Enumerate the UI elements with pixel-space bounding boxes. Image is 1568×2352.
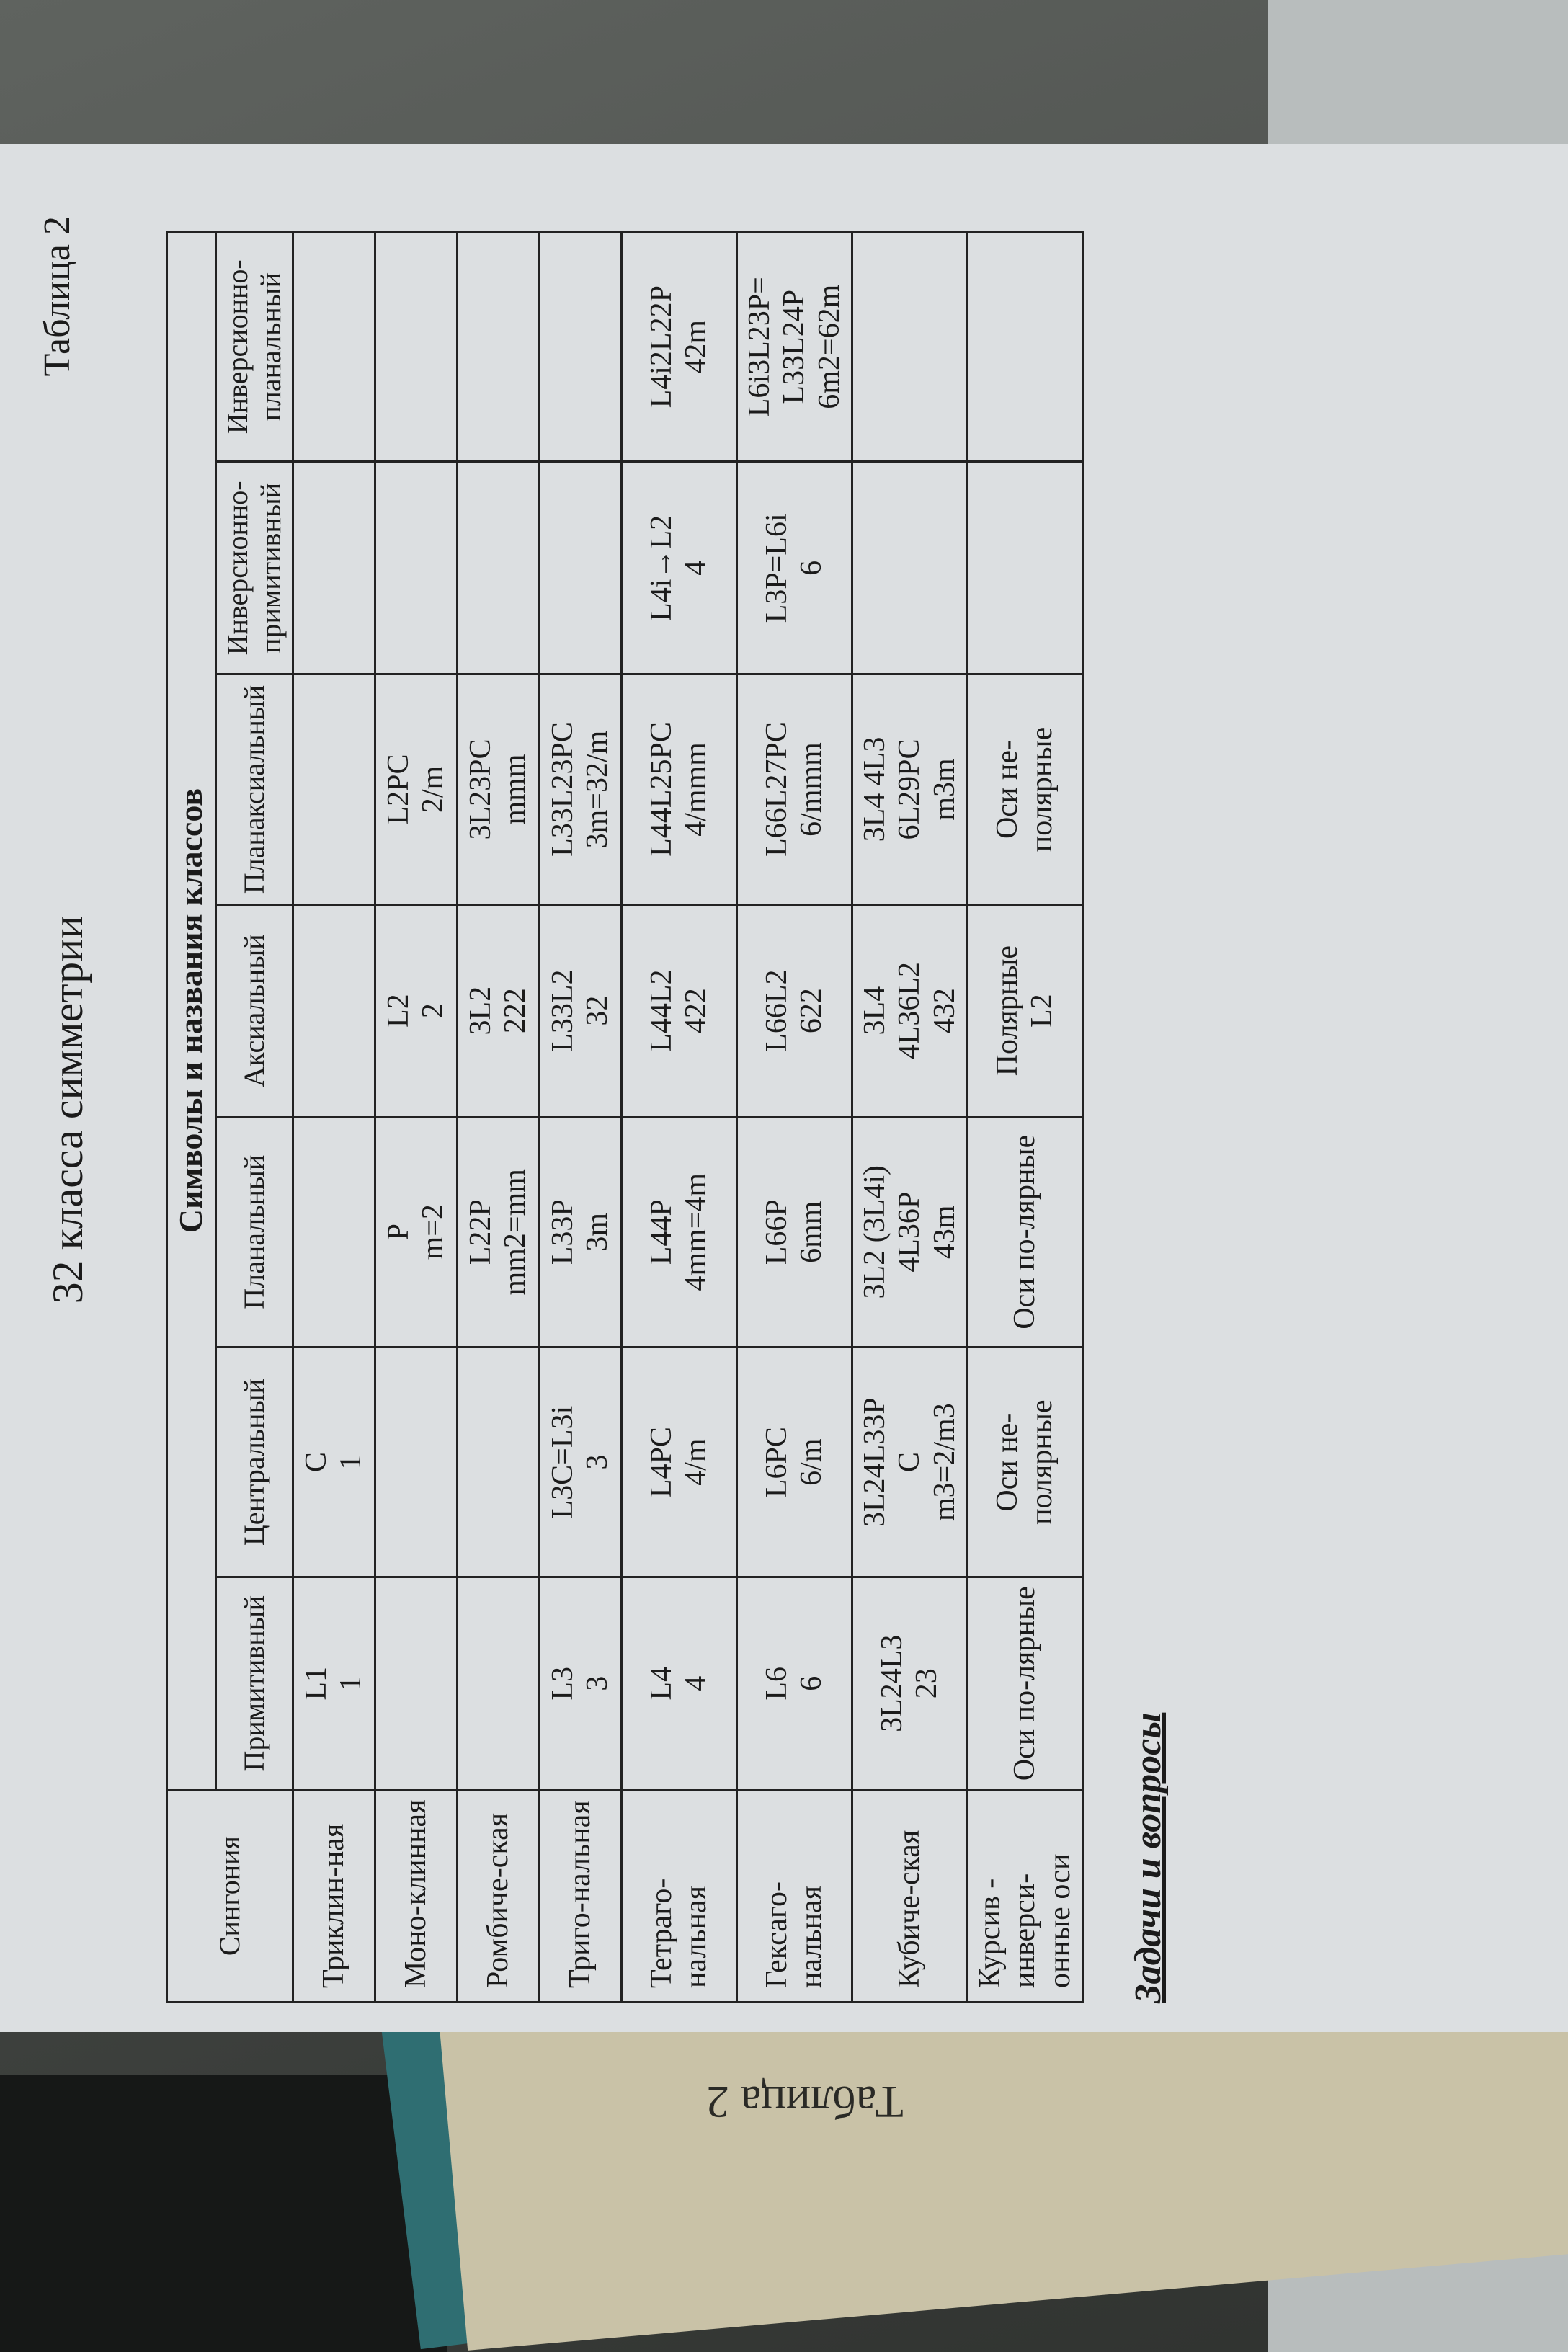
class-cell: L33L23PC 3m=32/m <box>539 674 621 904</box>
class-cell <box>375 462 457 674</box>
syngony-cell: Триго-нальная <box>539 1790 621 2003</box>
class-cell: L2PC 2/m <box>375 674 457 904</box>
syngony-cell: Гексаго-нальная <box>736 1790 852 2003</box>
class-header: Инверсионно-примитивный <box>215 462 293 674</box>
paper-sheet <box>0 144 1568 2032</box>
class-cell <box>293 904 375 1117</box>
class-cell: L4PC 4/m <box>621 1347 736 1577</box>
class-cell: 3L23PC mmm <box>457 674 539 904</box>
class-cell: Оси не-полярные <box>967 1347 1082 1577</box>
class-header: Планаксиальный <box>215 674 293 904</box>
class-cell: L6i3L23P= L33L24P 6m2=62m <box>736 232 852 462</box>
class-cell: L66L2 622 <box>736 904 852 1117</box>
class-cell: 3L4 4L36L2 432 <box>852 904 967 1117</box>
class-cell <box>293 674 375 904</box>
table-row <box>736 232 852 2003</box>
class-cell: L44L25PC 4/mmm <box>621 674 736 904</box>
class-header: Аксиальный <box>215 904 293 1117</box>
table-caption: Таблица 2 <box>37 216 78 377</box>
table-row <box>293 232 375 2003</box>
syngony-cell: Моно-клинная <box>375 1790 457 2003</box>
syngony-cell: Кубиче-ская <box>852 1790 967 2003</box>
class-cell: L6 6 <box>736 1577 852 1790</box>
table-row <box>967 232 1082 2003</box>
table-row <box>457 232 539 2003</box>
class-cell: L4i→L2 4 <box>621 462 736 674</box>
class-cell: L44P 4mm=4m <box>621 1117 736 1347</box>
syngony-cell: Ромбиче-ская <box>457 1790 539 2003</box>
class-cell <box>967 232 1082 462</box>
class-cell: L44L2 422 <box>621 904 736 1117</box>
class-cell: L66P 6mm <box>736 1117 852 1347</box>
class-cell: Оси по-лярные <box>967 1577 1082 1790</box>
table-wrapper <box>166 231 1170 2003</box>
class-cell: P m=2 <box>375 1117 457 1347</box>
keyboard <box>0 2075 447 2352</box>
class-cell <box>457 1577 539 1790</box>
class-cell <box>967 462 1082 674</box>
classes-group-header: Символы и названия классов <box>167 232 216 1790</box>
class-cell: 3L24L33P C m3=2/m3 <box>852 1347 967 1577</box>
class-cell <box>539 462 621 674</box>
symmetry-table <box>166 231 1084 2003</box>
class-cell: 3L2 222 <box>457 904 539 1117</box>
class-cell: Оси не-полярные <box>967 674 1082 904</box>
class-cell: 3L2 (3L4i) 4L36P 43m <box>852 1117 967 1347</box>
class-cell <box>293 232 375 462</box>
syngony-cell: Курсив - инверси-онные оси <box>967 1790 1082 2003</box>
class-cell: C 1 <box>293 1347 375 1577</box>
class-cell: L66L27PC 6/mmm <box>736 674 852 904</box>
class-cell: L3C=L3i 3 <box>539 1347 621 1577</box>
table-row <box>539 232 621 2003</box>
class-cell <box>375 232 457 462</box>
class-cell: Оси по-лярные <box>967 1117 1082 1347</box>
class-cell <box>852 462 967 674</box>
class-cell <box>852 232 967 462</box>
class-cell: L4 4 <box>621 1577 736 1790</box>
class-cell <box>293 462 375 674</box>
class-cell: L6PC 6/m <box>736 1347 852 1577</box>
class-header: Примитивный <box>215 1577 293 1790</box>
class-cell <box>539 232 621 462</box>
class-cell: L33L2 32 <box>539 904 621 1117</box>
class-cell: L2 2 <box>375 904 457 1117</box>
syngony-cell: Триклин-ная <box>293 1790 375 2003</box>
class-cell: L3 3 <box>539 1577 621 1790</box>
tasks-heading: Задачи и вопросы <box>1127 1712 1169 2003</box>
class-cell: L3P=L6i 6 <box>736 462 852 674</box>
class-cell: L4i2L22P 42m <box>621 232 736 462</box>
class-header: Планальный <box>215 1117 293 1347</box>
class-header: Инверсионно-планальный <box>215 232 293 462</box>
class-header: Центральный <box>215 1347 293 1577</box>
table-row <box>621 232 736 2003</box>
syngony-cell: Тетраго-нальная <box>621 1790 736 2003</box>
class-cell <box>375 1577 457 1790</box>
class-cell <box>457 1347 539 1577</box>
class-cell <box>293 1117 375 1347</box>
table-row <box>375 232 457 2003</box>
class-cell: Полярные L2 <box>967 904 1082 1117</box>
class-cell: L33P 3m <box>539 1117 621 1347</box>
class-cell <box>457 462 539 674</box>
class-cell <box>375 1347 457 1577</box>
table-row <box>852 232 967 2003</box>
syngony-header: Сингония <box>167 1790 293 2003</box>
class-cell <box>457 232 539 462</box>
book-label: Таблица 2 <box>706 2077 904 2128</box>
class-cell: 3L4 4L3 6L29PC m3m <box>852 674 967 904</box>
page-title: 32 класса симметрии <box>44 915 92 1304</box>
class-cell: 3L24L3 23 <box>852 1577 967 1790</box>
class-cell: L1 1 <box>293 1577 375 1790</box>
class-cell: L22P mm2=mm <box>457 1117 539 1347</box>
page-content <box>0 187 1568 2032</box>
